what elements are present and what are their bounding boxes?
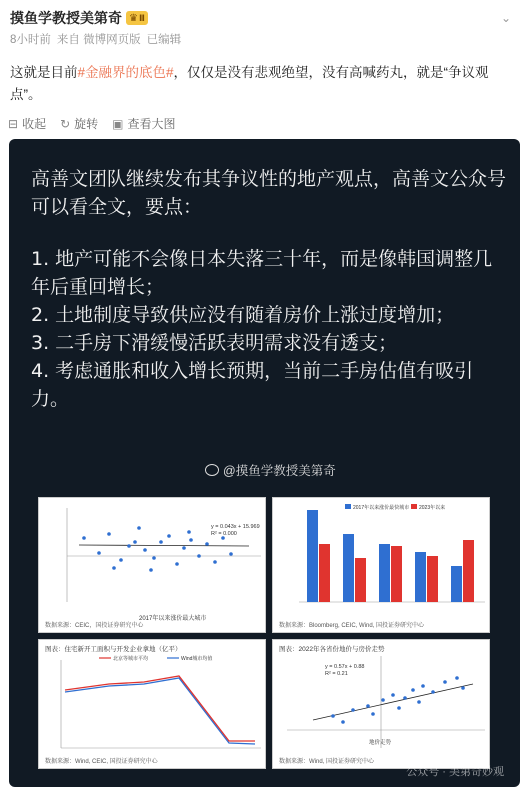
post-text-before: 这就是目前 [10, 65, 78, 80]
p4-point [403, 696, 407, 700]
collapse-label: 收起 [22, 117, 47, 131]
vip-badge [126, 11, 148, 25]
rotate-icon: ↻ [60, 116, 71, 131]
p1-point [189, 538, 193, 542]
p4-point [397, 706, 401, 710]
post-text-after: ，仅仅是没有悲观绝望，没有高喊药丸，就是“争议观点”。 [10, 65, 489, 102]
p4-source: 数据来源：Wind, 国投证券研究中心 [279, 759, 375, 765]
p2-bar-blue [307, 510, 318, 602]
p2-bar-blue [343, 534, 354, 602]
p1-point [187, 530, 191, 534]
p4-point [371, 712, 375, 716]
p4-point [381, 698, 385, 702]
p4-eq2: R² = 0.21 [325, 671, 348, 677]
p2-bar-blue [415, 552, 426, 602]
chart-panel-bars [272, 497, 490, 633]
p2-bar-red [319, 544, 330, 602]
p3-legend-a: 北京等城市平均 [113, 656, 149, 662]
p4-point [351, 708, 355, 712]
image-line-gap [31, 221, 511, 245]
image-watermark [205, 461, 336, 479]
p1-point [205, 542, 209, 546]
p1-point [143, 548, 147, 552]
line-chart [39, 640, 266, 769]
post-time[interactable]: 8小时前 [10, 34, 51, 46]
p4-point [331, 714, 335, 718]
p1-point [127, 544, 131, 548]
image-line-3: 3. 二手房下滑缓慢活跃表明需求没有透支； [31, 332, 398, 354]
image-text [31, 165, 511, 413]
rotate-button[interactable] [60, 115, 98, 132]
post-source: 来自 微博网页版 [56, 34, 141, 46]
p4-point [341, 720, 345, 724]
p1-point [133, 540, 137, 544]
image-icon: ▣ [112, 116, 124, 131]
p2-legend-b: 2023年以来 [419, 505, 446, 511]
p4-point [431, 690, 435, 694]
p1-eq1: y = 0.043x + 15.969 [211, 524, 260, 530]
p2-source: 数据来源：Bloomberg, CEIC, Wind, 国投证券研究中心 [279, 623, 425, 629]
weibo-logo-icon [205, 464, 219, 476]
p4-point [366, 704, 370, 708]
rotate-label: 旋转 [74, 117, 99, 131]
p4-point [443, 680, 447, 684]
p1-point [149, 568, 153, 572]
view-large-label: 查看大图 [127, 117, 176, 131]
post-meta [10, 31, 516, 47]
badge-level: Ⅱ [138, 12, 145, 23]
p1-point [107, 532, 111, 536]
p1-point [137, 526, 141, 530]
p1-point [119, 558, 123, 562]
p1-point [112, 566, 116, 570]
image-line-2: 2. 土地制度导致供应没有随着房价上涨过度增加； [31, 304, 455, 326]
p1-point [159, 540, 163, 544]
p2-bar-blue [451, 566, 462, 602]
p4-eq1: y = 0.57x + 0.88 [325, 664, 365, 670]
post-edited: 已编辑 [146, 34, 182, 46]
p3-title: 图表：住宅新开工面积与开发企业拿地（亿平） [45, 646, 182, 653]
p1-point [197, 554, 201, 558]
bar-chart [273, 498, 490, 633]
p1-point [229, 552, 233, 556]
p1-point [97, 551, 101, 555]
p2-bar-red [463, 540, 474, 602]
p4-point [461, 686, 465, 690]
p3-legend-b: Wind城市均值 [181, 656, 213, 662]
p1-point [175, 562, 179, 566]
scatter-chart [39, 498, 266, 633]
p1-point [167, 534, 171, 538]
chevron-down-icon[interactable]: ⌄ [500, 11, 512, 25]
p1-xlabel: 2017年以来涨价最大城市 [139, 616, 207, 622]
p1-point [213, 560, 217, 564]
view-large-button[interactable] [112, 115, 175, 132]
p4-point [421, 684, 425, 688]
p4-point [391, 693, 395, 697]
scatter-trend-chart [273, 640, 490, 769]
post-image[interactable] [9, 139, 520, 787]
p1-point [82, 536, 86, 540]
p2-legend-a: 2017年以来涨价最快城市 [353, 505, 410, 511]
p2-bar-red [391, 546, 402, 602]
p1-point [152, 556, 156, 560]
crown-icon: ♛ [129, 12, 138, 24]
p2-bar-blue [379, 544, 390, 602]
collapse-icon: ⊟ [8, 116, 19, 131]
p1-point [182, 546, 186, 550]
collapse-button[interactable] [8, 115, 46, 132]
topic-link[interactable]: #金融界的底色# [77, 65, 174, 80]
author-name[interactable]: 摸鱼学教授美第奇 [10, 10, 122, 26]
p2-bar-red [355, 558, 366, 602]
p1-source: 数据来源：CEIC，国投证券研究中心 [45, 623, 144, 629]
p4-point [411, 688, 415, 692]
chart-panel-scatter-trend [272, 639, 490, 769]
chart-panel-scatter [38, 497, 266, 633]
p4-point [417, 700, 421, 704]
post-body [10, 62, 516, 106]
post-header [10, 8, 516, 50]
corner-watermark: 公众号 · 美第奇妙观 [406, 766, 504, 778]
image-line-1: 1. 地产可能不会像日本失落三十年，而是像韩国调整几年后重回增长； [31, 248, 493, 298]
p4-xlabel: 地价走势 [369, 740, 392, 746]
image-line-4: 4. 考虑通胀和收入增长预期，当前二手房估值有吸引力。 [31, 360, 474, 410]
p4-point [455, 676, 459, 680]
watermark-text: @摸鱼学教授美第奇 [223, 464, 336, 478]
chart-panel-lines [38, 639, 266, 769]
p1-eq2: R² = 0.000 [211, 531, 237, 537]
p4-title: 图表：2022年各省份地价与房价走势 [279, 646, 385, 653]
image-line-intro: 高善文团队继续发布其争议性的地产观点，高善文公众号可以看全文，要点： [31, 168, 507, 218]
p3-source: 数据来源：Wind, CEIC, 国投证券研究中心 [45, 759, 158, 765]
p2-bar-red [427, 556, 438, 602]
image-toolbar [8, 115, 176, 132]
